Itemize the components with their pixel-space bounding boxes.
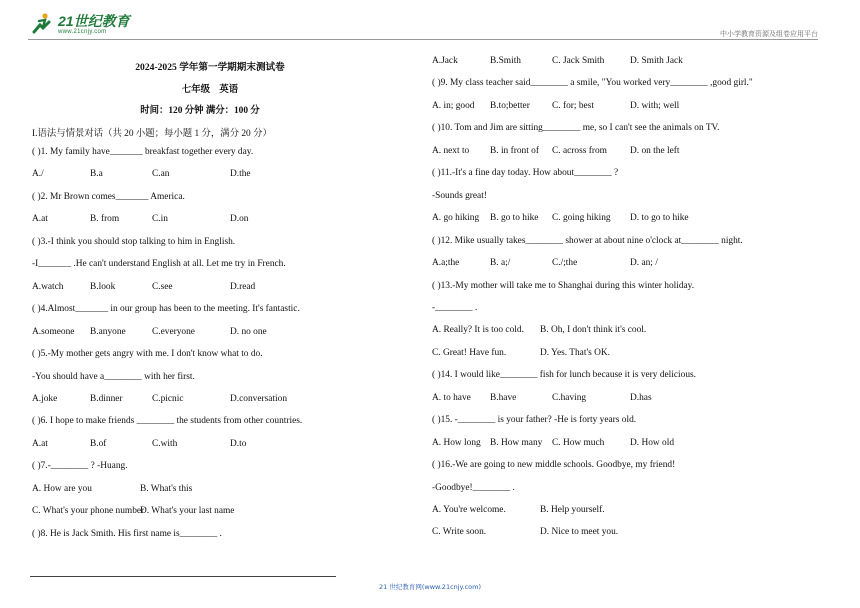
answer-option: B. What's this <box>140 483 193 494</box>
answer-option: C. What's your phone number <box>32 506 145 517</box>
answer-option: D.has <box>630 392 652 403</box>
question-line: -I_______ .He can't understand English at all. Let me try in French. <box>32 259 286 270</box>
question-line: -Sounds great! <box>432 190 487 201</box>
answer-option: B. in front of <box>490 145 539 156</box>
answer-option: A.a;the <box>432 258 460 269</box>
answer-option: D. to go to hike <box>630 213 689 224</box>
answer-option: D. with; well <box>630 100 680 111</box>
answer-option: B.Smith <box>490 56 521 66</box>
question-line: ( )3.-I think you should stop talking to him in English. <box>32 236 236 247</box>
answer-option: C. Great! Have fun. <box>432 347 507 358</box>
question-line: ( )13.-My mother will take me to Shanghai during this winter holiday. <box>432 280 695 291</box>
answer-option: C./;the <box>552 258 578 269</box>
logo-url: www.21cnjy.com <box>58 28 107 35</box>
answer-option: C. How much <box>552 437 605 448</box>
logo <box>30 12 130 36</box>
platform-name: 中小学教育资源及组卷应用平台 <box>720 30 818 38</box>
answer-option: C. Write soon. <box>432 527 487 538</box>
question-line: ( )1. My family have_______ breakfast together every day. <box>32 147 254 157</box>
footer-source: 21 世纪教育网(www.21cnjy.com) <box>379 583 481 591</box>
answer-option: A. Really? It is too cold. <box>432 325 524 336</box>
answer-option: A. to have <box>432 392 471 403</box>
exam-info: 时间：120 分钟 满分：100 分 <box>140 106 260 116</box>
answer-option: D. an; / <box>630 258 658 269</box>
exam-subject: 英语 <box>219 85 239 95</box>
answer-option: D. Smith Jack <box>630 56 683 66</box>
answer-option: A.someone <box>32 326 75 337</box>
answer-option: C. Jack Smith <box>552 56 605 66</box>
answer-option: C.everyone <box>152 326 195 337</box>
answer-option: D.to <box>230 438 247 449</box>
question-line: ( )4.Almost_______ in our group has been to the meeting. It's fantastic. <box>32 304 300 315</box>
answer-option: A. next to <box>432 145 470 156</box>
answer-option: C. for; best <box>552 100 594 111</box>
answer-option: D. no one <box>230 326 267 337</box>
answer-option: A. in; good <box>432 100 475 111</box>
question-line: -You should have a________ with her first. <box>32 371 195 382</box>
section-heading: I.语法与情景对话（共 20 小题；每小题 1 分，满分 20 分） <box>32 129 272 139</box>
answer-option: D. Yes. That's OK. <box>540 347 611 358</box>
question-line: -________ . <box>432 302 478 313</box>
answer-option: B.of <box>90 438 107 449</box>
footer-divider <box>30 576 336 577</box>
answer-option: C. across from <box>552 145 607 156</box>
answer-option: B.look <box>90 281 116 292</box>
exam-title: 2024-2025 学年第一学期期末测试卷 <box>135 62 285 73</box>
answer-option: A.at <box>32 214 48 225</box>
answer-option: B. a;/ <box>490 258 511 269</box>
answer-option: A. go hiking <box>432 213 480 224</box>
answer-option: D.the <box>230 169 251 180</box>
logo-name: 21世纪教育 <box>58 12 130 29</box>
answer-option: A. You're welcome. <box>432 505 506 515</box>
answer-option: C.in <box>152 214 168 225</box>
answer-option: A. How long <box>432 437 481 448</box>
answer-option: D.read <box>230 281 256 292</box>
answer-option: C.having <box>552 392 587 403</box>
question-line: ( )10. Tom and Jim are sitting________ me, so I can't see the animals on TV. <box>432 123 720 134</box>
answer-option: C.picnic <box>152 393 184 404</box>
answer-option: B.have <box>490 392 517 403</box>
question-line: ( )11.-It's a fine day today. How about________ ? <box>432 168 619 179</box>
header-divider <box>28 39 818 40</box>
answer-option: C.an <box>152 169 170 180</box>
question-line: ( )12. Mike usually takes________ shower at about nine o'clock at________ night. <box>432 235 743 246</box>
answer-option: C.with <box>152 438 178 449</box>
answer-option: B. How many <box>490 437 543 448</box>
question-line: ( )15. -________ is your father? -He is forty years old. <box>432 415 637 426</box>
question-line: ( )5.-My mother gets angry with me. I don't know what to do. <box>32 349 263 360</box>
question-line: -Goodbye!________ . <box>432 482 515 493</box>
question-line: ( )9. My class teacher said________ a smile, "You worked very________ ,good girl." <box>432 78 753 89</box>
answer-option: D.conversation <box>230 393 288 404</box>
answer-option: A. How are you <box>32 483 92 494</box>
answer-option: D. What's your last name <box>140 506 235 517</box>
answer-option: A.watch <box>32 281 64 292</box>
question-line: ( )16.-We are going to new middle schools. Goodbye, my friend! <box>432 460 676 471</box>
answer-option: B.dinner <box>90 393 123 404</box>
answer-option: B. go to hike <box>490 213 539 224</box>
answer-option: A.at <box>32 438 48 449</box>
question-line: ( )2. Mr Brown comes_______ America. <box>32 191 185 202</box>
answer-option: B. Help yourself. <box>540 505 605 515</box>
answer-option: C.see <box>152 281 173 292</box>
exam-grade: 七年级 <box>181 85 210 95</box>
answer-option: D. on the left <box>630 145 680 156</box>
answer-option: B.to;better <box>490 100 530 111</box>
answer-option: B. from <box>90 214 120 225</box>
answer-option: D.on <box>230 214 249 225</box>
question-line: ( )14. I would like________ fish for lunch because it is very delicious. <box>432 370 697 381</box>
runner-logo-icon <box>30 12 54 36</box>
answer-option: B.a <box>90 169 103 180</box>
page-header <box>0 0 860 46</box>
question-line: ( )7.-________ ? -Huang. <box>32 461 128 472</box>
answer-option: A.Jack <box>432 56 458 66</box>
answer-option: A.joke <box>32 393 58 404</box>
exam-grade-subject <box>60 81 360 95</box>
answer-option: D. Nice to meet you. <box>540 527 619 538</box>
question-line: ( )8. He is Jack Smith. His first name is________ . <box>32 528 222 539</box>
answer-option: B.anyone <box>90 326 126 337</box>
answer-option: B. Oh, I don't think it's cool. <box>540 325 647 336</box>
question-line: ( )6. I hope to make friends ________ the students from other countries. <box>32 416 303 427</box>
answer-option: D. How old <box>630 437 675 448</box>
answer-option: C. going hiking <box>552 213 611 224</box>
answer-option: A./ <box>32 169 44 180</box>
